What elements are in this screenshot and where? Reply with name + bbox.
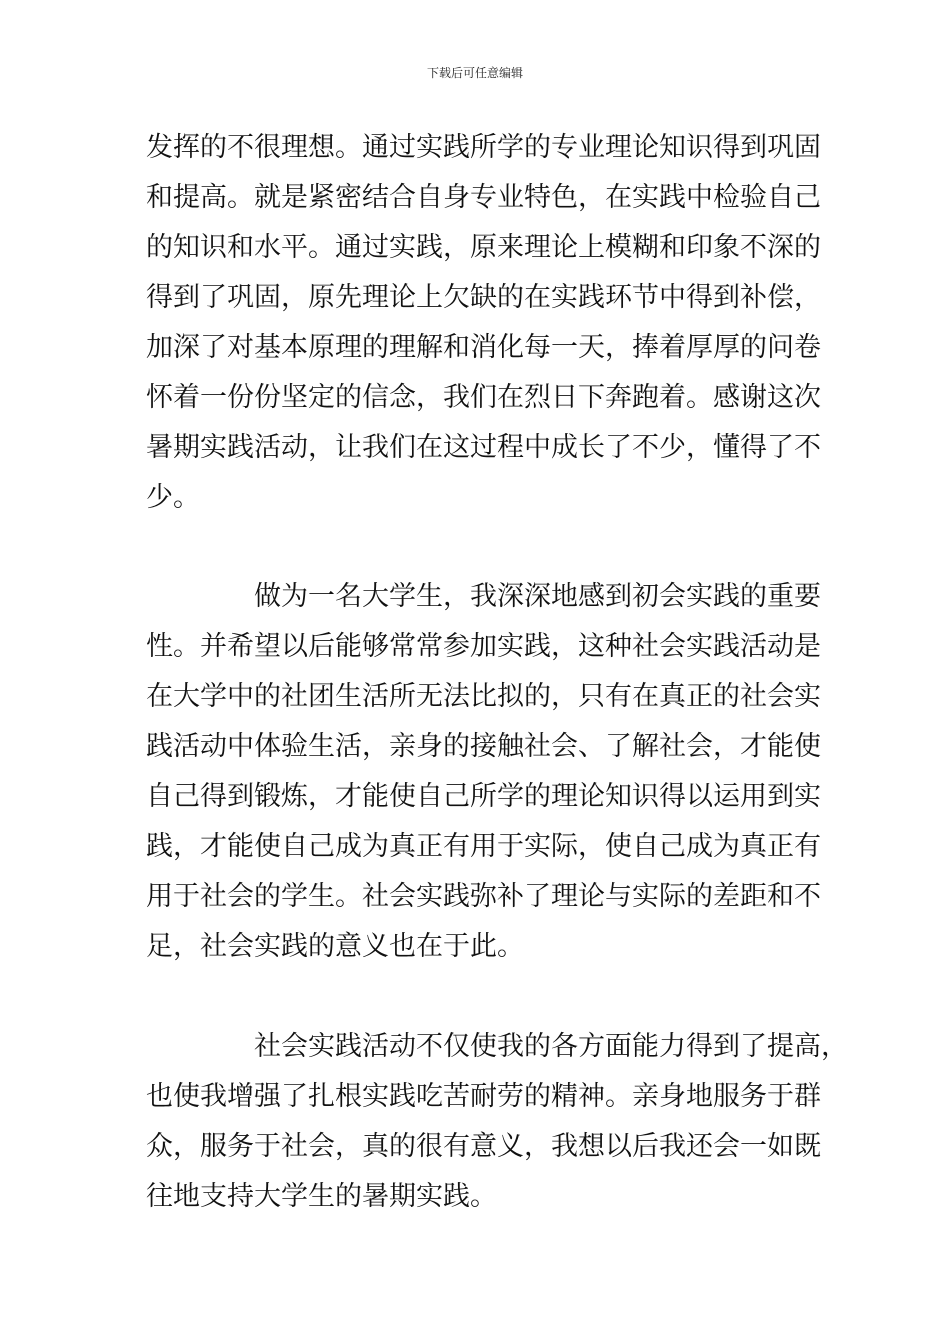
paragraph-1-line-4: 得到了巩固，原先理论上欠缺的在实践环节中得到补偿， [146,282,821,313]
paragraph-2-line-3: 在大学中的社团生活所无法比拟的，只有在真正的社会实 [146,681,821,712]
paragraph-2-line-2: 性。并希望以后能够常常参加实践，这种社会实践活动是 [146,631,821,662]
paragraph-1-line-6: 怀着一份份坚定的信念，我们在烈日下奔跑着。感谢这次 [146,382,821,413]
paragraph-2-line-6: 践，才能使自己成为真正有用于实际，使自己成为真正有 [146,831,821,862]
paragraph-3-line-1: 社会实践活动不仅使我的各方面能力得到了提高， [254,1031,848,1062]
paragraph-1-line-8: 少。 [146,482,200,513]
paragraph-1-line-5: 加深了对基本原理的理解和消化每一天，捧着厚厚的问卷 [146,332,821,363]
paragraph-1-line-1: 发挥的不很理想。通过实践所学的专业理论知识得到巩固 [146,132,821,163]
paragraph-2-line-1: 做为一名大学生，我深深地感到初会实践的重要 [254,581,821,612]
paragraph-2-line-5: 自己得到锻炼，才能使自己所学的理论知识得以运用到实 [146,781,821,812]
paragraph-2-line-8: 足，社会实践的意义也在于此。 [146,931,524,962]
paragraph-1-line-3: 的知识和水平。通过实践，原来理论上模糊和印象不深的 [146,232,821,263]
paragraph-2-line-4: 践活动中体验生活，亲身的接触社会、了解社会，才能使 [146,731,821,762]
paragraph-3-line-4: 往地支持大学生的暑期实践。 [146,1181,497,1212]
paragraph-3-line-3: 众，服务于社会，真的很有意义，我想以后我还会一如既 [146,1131,821,1162]
paragraph-1-line-2: 和提高。就是紧密结合自身专业特色，在实践中检验自己 [146,182,821,213]
paragraph-3-line-2: 也使我增强了扎根实践吃苦耐劳的精神。亲身地服务于群 [146,1081,821,1112]
page-header: 下载后可任意编辑 [426,66,523,80]
paragraph-1-line-7: 暑期实践活动，让我们在这过程中成长了不少，懂得了不 [146,432,821,463]
paragraph-2-line-7: 用于社会的学生。社会实践弥补了理论与实际的差距和不 [146,881,821,912]
